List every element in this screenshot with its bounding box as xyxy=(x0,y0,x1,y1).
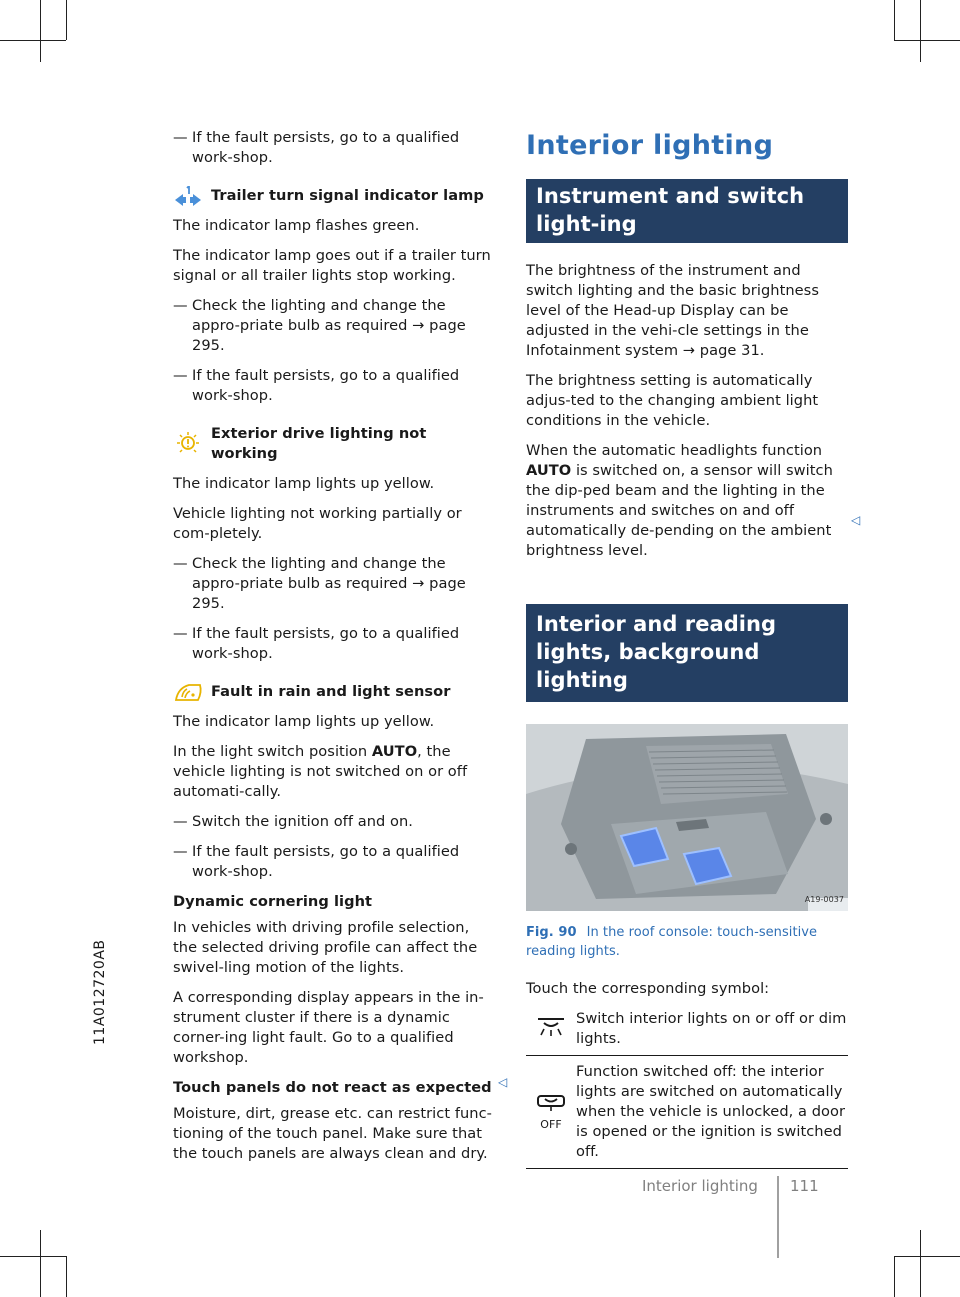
body-text xyxy=(526,441,848,561)
footer-divider xyxy=(777,1176,779,1258)
symbol-table xyxy=(526,1003,848,1169)
step-item xyxy=(173,296,493,356)
step-item xyxy=(173,812,493,832)
symbol-cell xyxy=(526,1003,576,1056)
section-heading xyxy=(173,424,493,464)
step-text: If the fault persists, go to a qualified work-shop. xyxy=(192,367,460,404)
roof-console-illustration xyxy=(526,724,848,911)
step-text: Check the lighting and change the appro-priate bulb as required xyxy=(192,555,446,592)
table-row xyxy=(526,1056,848,1169)
dash-marker: — xyxy=(173,297,188,314)
dash-marker: — xyxy=(173,367,188,384)
body-text-part: is switched on, a sensor will switch the dip-ped beam and the lighting in the instruments and switches on and off automatically de-pending on the ambient brightness level. xyxy=(526,462,833,559)
figure-code: A19-0037 xyxy=(804,895,844,904)
dash-marker: — xyxy=(173,843,188,860)
figure-label: Fig. 90 xyxy=(526,925,577,940)
step-item xyxy=(173,366,493,406)
body-text: The brightness setting is automatically adjus-ted to the changing ambient light conditions in the vehicle. xyxy=(526,372,819,429)
symbol-description: Function switched off: the interior lights are switched on automatically when the vehicle is unlocked, a door is opened or the ignition is switched off. xyxy=(576,1063,846,1160)
body-text: Moisture, dirt, grease etc. can restrict func-tioning of the touch panel. Make sure that the touch panels are always clean and dry. xyxy=(173,1105,492,1162)
step-text: Switch the ignition off and on. xyxy=(192,813,413,830)
step-item xyxy=(173,554,493,614)
body-text xyxy=(173,742,493,802)
section-title: Exterior drive lighting not working xyxy=(211,425,427,462)
symbol-cell xyxy=(526,1056,576,1169)
body-text-part: , the vehicle lighting is not switched on or off automati-cally. xyxy=(173,743,468,800)
body-text: In vehicles with driving profile selection, the selected driving profile can affect the swivel-ling motion of the lights. xyxy=(173,919,478,976)
page-reference[interactable]: page 31. xyxy=(699,342,765,359)
page-number: 111 xyxy=(790,1177,819,1195)
table-row xyxy=(526,1003,848,1056)
figure-caption xyxy=(526,923,848,961)
end-marker: ◁ xyxy=(498,1075,508,1089)
subsection-title: Dynamic cornering light xyxy=(173,893,373,910)
body-text-part: When the automatic headlights function xyxy=(526,442,823,459)
auto-symbol: AUTO xyxy=(526,462,572,479)
page-title: Interior lighting xyxy=(526,130,774,161)
body-text: Touch the corresponding symbol: xyxy=(526,980,770,997)
right-column xyxy=(526,128,848,1169)
crop-mark xyxy=(40,1230,41,1297)
section-bar: Instrument and switch light-ing xyxy=(526,179,848,243)
body-text: The indicator lamp lights up yellow. xyxy=(173,475,435,492)
crop-mark xyxy=(920,1230,921,1297)
crop-mark xyxy=(66,1256,67,1297)
body-text: A corresponding display appears in the in-strument cluster if there is a dynamic corner-ing light fault. Go to a qualified workshop. xyxy=(173,989,484,1066)
crop-mark xyxy=(894,1256,895,1297)
section-title: Fault in rain and light sensor xyxy=(211,683,451,700)
body-text: The indicator lamp lights up yellow. xyxy=(173,713,435,730)
arrow-icon: → xyxy=(412,317,425,334)
crop-mark xyxy=(40,0,41,62)
crop-mark xyxy=(920,0,921,62)
crop-mark xyxy=(0,40,66,41)
subsection-title: Touch panels do not react as expected xyxy=(173,1079,492,1096)
page-reference[interactable]: page 295. xyxy=(192,317,466,354)
body-text: The indicator lamp goes out if a trailer turn signal or all trailer lights stop working. xyxy=(173,247,491,284)
step-item xyxy=(173,842,493,882)
crop-mark xyxy=(66,0,67,40)
body-text xyxy=(526,261,848,361)
document-code: 11A012720AB xyxy=(92,939,108,1045)
section-heading xyxy=(173,186,493,206)
dash-marker: — xyxy=(173,625,188,642)
auto-symbol: AUTO xyxy=(371,743,418,760)
step-text: If the fault persists, go to a qualified work-shop. xyxy=(192,129,460,166)
page-reference[interactable]: page 295. xyxy=(192,575,466,612)
section-title: Trailer turn signal indicator lamp xyxy=(211,187,484,204)
trailer-turn-signal-icon xyxy=(173,186,203,206)
crop-mark xyxy=(894,40,960,41)
step-text: If the fault persists, go to a qualified work-shop. xyxy=(192,843,460,880)
body-text-part: The brightness of the instrument and switch lighting and the basic brightness level of the Head-up Display can be adjusted in the vehi-cle settings in the Infotainment system xyxy=(526,262,819,359)
body-text: Vehicle lighting not working partially or com-pletely. xyxy=(173,505,462,542)
off-label: OFF xyxy=(540,1118,562,1131)
rain-light-sensor-icon xyxy=(173,682,203,702)
step-text: If the fault persists, go to a qualified work-shop. xyxy=(192,625,460,662)
dash-marker: — xyxy=(173,129,188,146)
step-text: Check the lighting and change the appro-priate bulb as required xyxy=(192,297,446,334)
dash-marker: — xyxy=(173,555,188,572)
roof-console-figure xyxy=(526,724,848,911)
body-text: The indicator lamp flashes green. xyxy=(173,217,420,234)
dash-marker: — xyxy=(173,813,188,830)
crop-mark xyxy=(894,1256,960,1257)
crop-mark xyxy=(894,0,895,40)
exterior-lighting-fault-icon xyxy=(173,432,203,456)
arrow-icon: → xyxy=(412,575,425,592)
step-item xyxy=(173,624,493,664)
door-contact-off-icon xyxy=(534,1093,568,1113)
footer-chapter: Interior lighting xyxy=(642,1177,758,1195)
section-heading xyxy=(173,682,493,702)
figure-caption-text: In the roof console: touch-sensitive reading lights. xyxy=(526,925,818,959)
step-item xyxy=(173,128,493,168)
left-column xyxy=(173,128,493,1174)
end-marker: ◁ xyxy=(851,513,861,527)
section-bar: Interior and reading lights, background lighting xyxy=(526,604,848,702)
arrow-icon: → xyxy=(682,342,696,359)
body-text-part: In the light switch position xyxy=(173,743,372,760)
symbol-description: Switch interior lights on or off or dim lights. xyxy=(576,1010,847,1047)
crop-mark xyxy=(0,1256,66,1257)
interior-light-icon xyxy=(534,1014,568,1038)
